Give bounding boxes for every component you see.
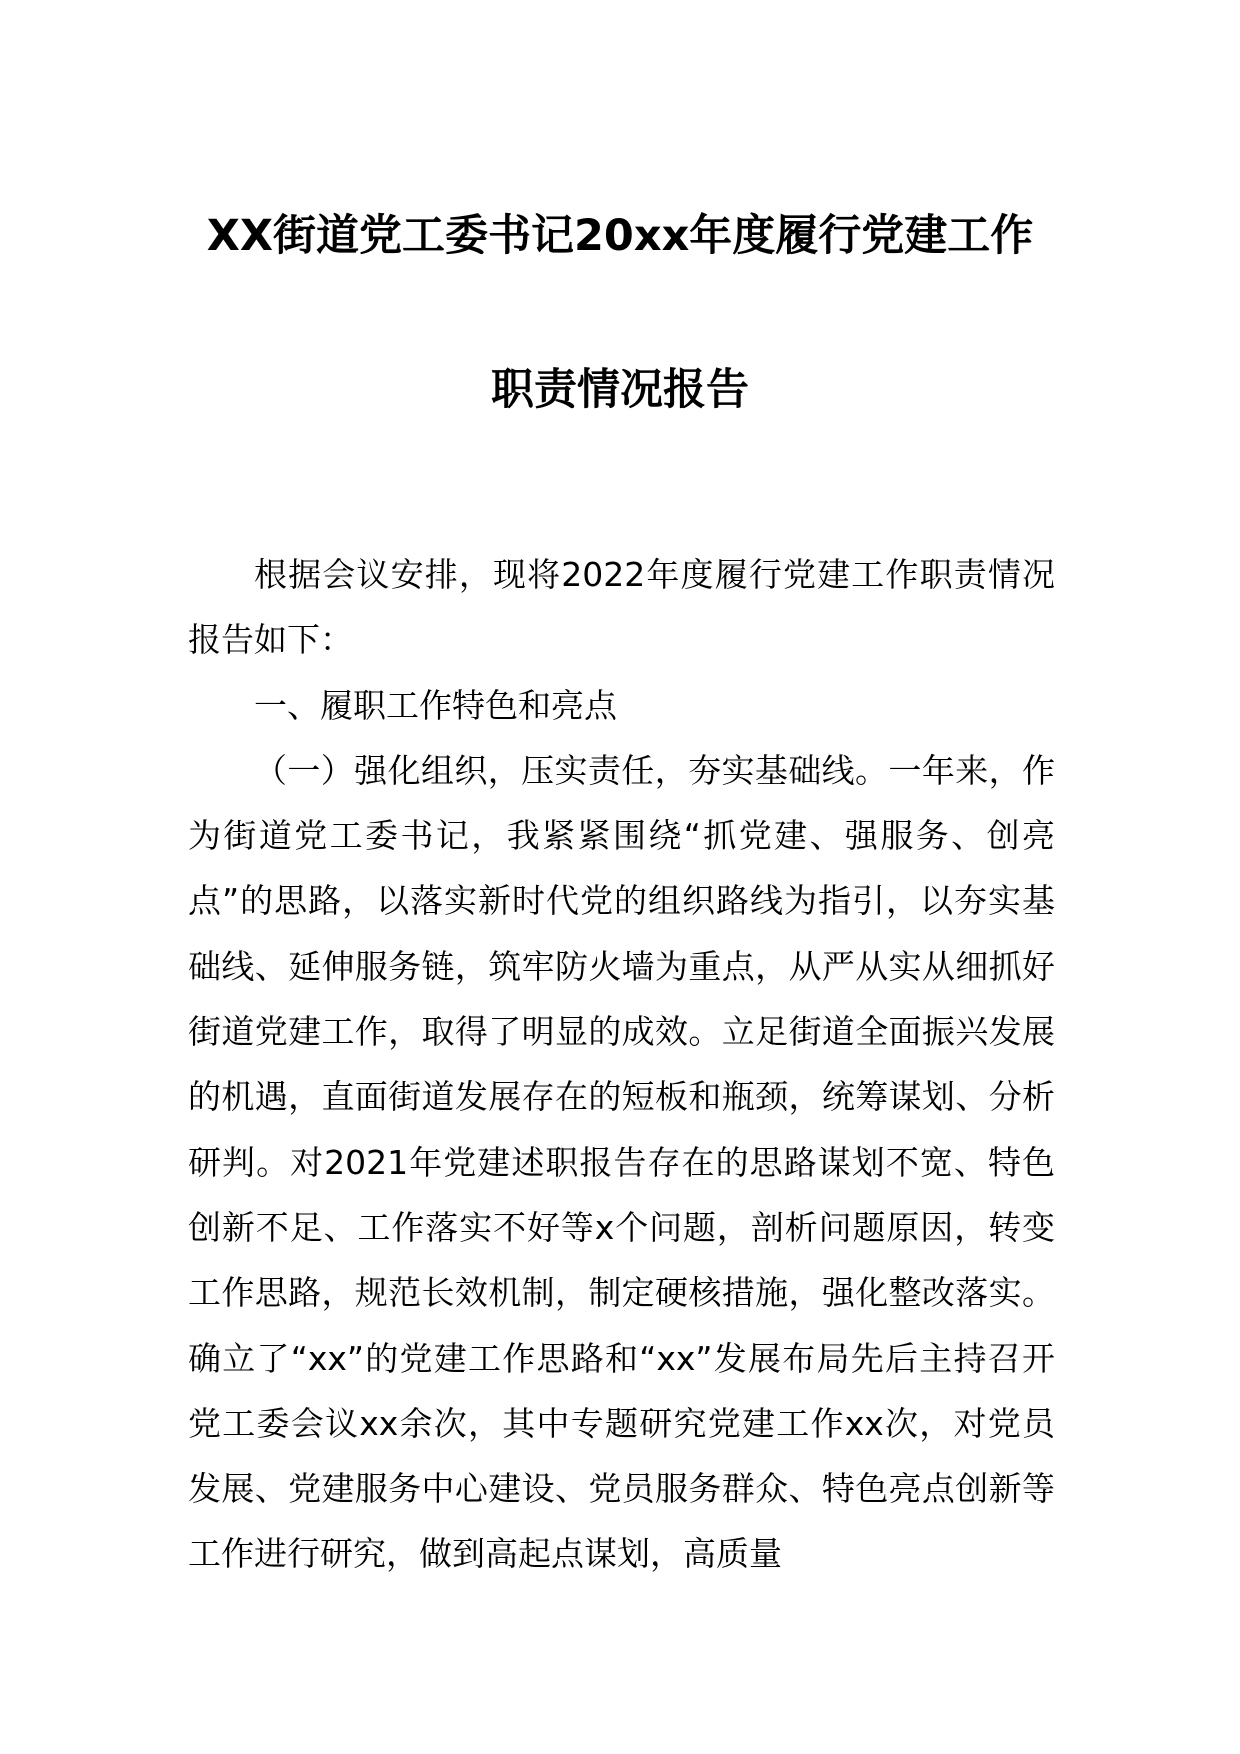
document-title-line-2: 职责情况报告 <box>491 365 749 415</box>
intro-paragraph: 根据会议安排，现将2022年度履行党建工作职责情况报告如下： <box>188 555 1055 660</box>
document-body <box>188 542 1055 1587</box>
document-title-line-1: XX街道党工委书记20xx年度履行党建工作 <box>206 211 1034 261</box>
section-1-1-paragraph: （一）强化组织，压实责任，夯实基础线。一年来，作为街道党工委书记，我紧紧围绕“抓党建、强服务、创亮点”的思路，以落实新时代党的组织路线为指引，以夯实基础线、延伸服务链，筑牢防火墙为重点，从严从实从细抓好街道党建工作，取得了明显的成效。立足街道全面振兴发展的机遇，直面街道发展存在的短板和瓶颈，统筹谋划、分析研判。对2021年党建述职报告存在的思路谋划不宽、特色创新不足、工作落实不好等x个问题，剖析问题原因，转变工作思路，规范长效机制，制定硬核措施，强化整改落实。确立了“xx”的党建工作思路和“xx”发展布局先后主持召开党工委会议xx余次，其中专题研究党建工作xx次，对党员发展、党建服务中心建设、党员服务群众、特色亮点创新等工作进行研究，做到高起点谋划，高质量 <box>188 750 1055 1574</box>
section-heading: 一、履职工作特色和亮点 <box>254 685 617 725</box>
